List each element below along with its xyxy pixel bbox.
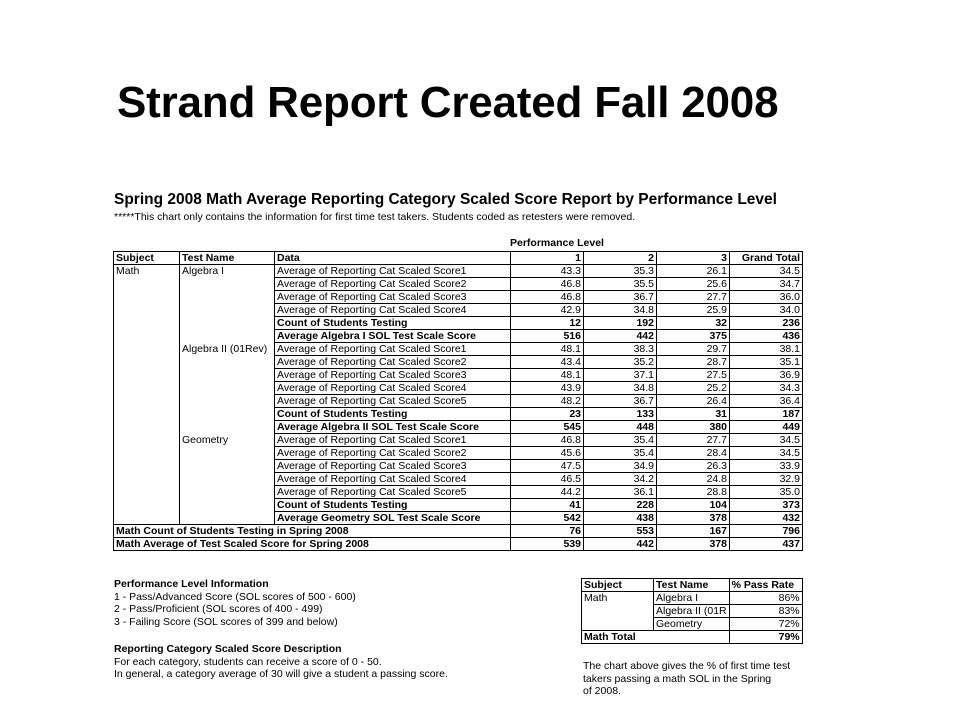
value-cell: 46.8	[511, 434, 584, 447]
value-cell: 43.9	[511, 382, 584, 395]
table-row	[114, 265, 803, 278]
value-cell: 36.1	[584, 486, 657, 499]
value-cell: 34.9	[584, 460, 657, 473]
total-label-cell: Math Total	[582, 631, 730, 644]
pass-note-line: The chart above gives the % of first time test	[583, 660, 791, 672]
value-cell: 38.1	[730, 343, 803, 356]
value-cell: 34.5	[730, 434, 803, 447]
data-label-cell: Average of Reporting Cat Scaled Score1	[275, 343, 511, 356]
data-label-cell: Average of Reporting Cat Scaled Score5	[275, 395, 511, 408]
performance-info-line: 3 - Failing Score (SOL scores of 399 and below)	[114, 615, 338, 628]
value-cell: 25.6	[657, 278, 730, 291]
value-cell: 37.1	[584, 369, 657, 382]
pass-rate-cell: 72%	[729, 618, 802, 631]
pass-rate-note	[583, 660, 790, 698]
column-header: 2	[584, 252, 657, 265]
value-cell: 76	[511, 525, 584, 538]
data-label-cell: Average of Reporting Cat Scaled Score3	[275, 291, 511, 304]
value-cell: 375	[657, 330, 730, 343]
value-cell: 36.7	[584, 291, 657, 304]
pass-table-header-row	[582, 579, 803, 592]
value-cell: 236	[730, 317, 803, 330]
value-cell: 449	[730, 421, 803, 434]
data-label-cell: Average of Reporting Cat Scaled Score1	[275, 434, 511, 447]
value-cell: 47.5	[511, 460, 584, 473]
column-header: Grand Total	[730, 252, 803, 265]
value-cell: 46.8	[511, 291, 584, 304]
value-cell: 34.5	[730, 447, 803, 460]
value-cell: 36.9	[730, 369, 803, 382]
value-cell: 35.2	[584, 356, 657, 369]
value-cell: 27.5	[657, 369, 730, 382]
value-cell: 48.1	[511, 369, 584, 382]
value-cell: 35.4	[584, 447, 657, 460]
value-cell: 48.2	[511, 395, 584, 408]
value-cell: 27.7	[657, 434, 730, 447]
value-cell: 34.0	[730, 304, 803, 317]
value-cell: 438	[584, 512, 657, 525]
test-name-cell: Algebra I	[180, 265, 275, 343]
value-cell: 545	[511, 421, 584, 434]
column-header: 1	[511, 252, 584, 265]
test-name-cell: Algebra I	[654, 592, 730, 605]
data-label-cell: Average of Reporting Cat Scaled Score5	[275, 486, 511, 499]
value-cell: 28.7	[657, 356, 730, 369]
value-cell: 43.3	[511, 265, 584, 278]
report-title: Spring 2008 Math Average Reporting Category Scaled Score Report by Performance Level	[114, 191, 777, 208]
pass-rate-cell: 86%	[729, 592, 802, 605]
value-cell: 25.9	[657, 304, 730, 317]
total-row	[114, 538, 803, 551]
pass-rate-table	[581, 578, 803, 644]
total-row	[114, 525, 803, 538]
value-cell: 28.8	[657, 486, 730, 499]
value-cell: 25.2	[657, 382, 730, 395]
value-cell: 34.2	[584, 473, 657, 486]
value-cell: 187	[730, 408, 803, 421]
column-header: Test Name	[654, 579, 730, 592]
pass-rate-cell: 83%	[729, 605, 802, 618]
value-cell: 23	[511, 408, 584, 421]
performance-info-line: 1 - Pass/Advanced Score (SOL scores of 500 - 600)	[114, 590, 356, 603]
category-info-line: In general, a category average of 30 will give a student a passing score.	[114, 668, 448, 680]
value-cell: 35.0	[730, 486, 803, 499]
value-cell: 516	[511, 330, 584, 343]
value-cell: 436	[730, 330, 803, 343]
category-info-heading: Reporting Category Scaled Score Description	[114, 643, 342, 655]
test-name-cell: Geometry	[654, 618, 730, 631]
data-label-cell: Average Algebra I SOL Test Scale Score	[275, 330, 511, 343]
value-cell: 33.9	[730, 460, 803, 473]
test-name-cell: Algebra II (01Rev)	[180, 343, 275, 434]
table-row	[114, 343, 803, 356]
value-cell: 192	[584, 317, 657, 330]
value-cell: 35.4	[584, 434, 657, 447]
value-cell: 34.5	[730, 265, 803, 278]
value-cell: 24.8	[657, 473, 730, 486]
value-cell: 45.6	[511, 447, 584, 460]
data-label-cell: Average of Reporting Cat Scaled Score2	[275, 356, 511, 369]
data-label-cell: Average of Reporting Cat Scaled Score3	[275, 369, 511, 382]
value-cell: 38.3	[584, 343, 657, 356]
value-cell: 34.3	[730, 382, 803, 395]
value-cell: 29.7	[657, 343, 730, 356]
performance-level-info	[114, 578, 356, 628]
value-cell: 26.3	[657, 460, 730, 473]
total-row	[582, 631, 803, 644]
value-cell: 32	[657, 317, 730, 330]
value-cell: 26.4	[657, 395, 730, 408]
data-label-cell: Count of Students Testing	[275, 408, 511, 421]
value-cell: 32.9	[730, 473, 803, 486]
value-cell: 442	[584, 538, 657, 551]
column-header: Data	[275, 252, 511, 265]
data-label-cell: Average of Reporting Cat Scaled Score4	[275, 473, 511, 486]
value-cell: 442	[584, 330, 657, 343]
value-cell: 48.1	[511, 343, 584, 356]
data-label-cell: Average of Reporting Cat Scaled Score3	[275, 460, 511, 473]
value-cell: 539	[511, 538, 584, 551]
value-cell: 12	[511, 317, 584, 330]
total-label-cell: Math Count of Students Testing in Spring 2008	[114, 525, 511, 538]
value-cell: 31	[657, 408, 730, 421]
subject-cell: Math	[114, 265, 180, 525]
column-header: Test Name	[180, 252, 275, 265]
value-cell: 46.8	[511, 278, 584, 291]
value-cell: 35.5	[584, 278, 657, 291]
test-name-cell: Geometry	[180, 434, 275, 525]
data-label-cell: Average of Reporting Cat Scaled Score2	[275, 447, 511, 460]
data-label-cell: Count of Students Testing	[275, 317, 511, 330]
scaled-score-table	[113, 251, 803, 551]
data-label-cell: Count of Students Testing	[275, 499, 511, 512]
value-cell: 35.1	[730, 356, 803, 369]
value-cell: 36.7	[584, 395, 657, 408]
value-cell: 796	[730, 525, 803, 538]
value-cell: 373	[730, 499, 803, 512]
value-cell: 28.4	[657, 447, 730, 460]
subject-cell: Math	[582, 592, 654, 631]
pass-note-line: of 2008.	[583, 685, 621, 697]
category-score-info	[114, 643, 448, 681]
report-note: *****This chart only contains the information for first time test takers. Students coded as retesters were removed.	[114, 211, 636, 223]
value-cell: 167	[657, 525, 730, 538]
value-cell: 542	[511, 512, 584, 525]
value-cell: 553	[584, 525, 657, 538]
data-label-cell: Average of Reporting Cat Scaled Score4	[275, 304, 511, 317]
value-cell: 34.8	[584, 304, 657, 317]
table-header-row	[114, 252, 803, 265]
value-cell: 437	[730, 538, 803, 551]
value-cell: 41	[511, 499, 584, 512]
performance-info-line: 2 - Pass/Proficient (SOL scores of 400 - 499)	[114, 603, 323, 615]
value-cell: 104	[657, 499, 730, 512]
value-cell: 43.4	[511, 356, 584, 369]
test-name-cell: Algebra II (01R	[654, 605, 730, 618]
pass-rate-cell: 79%	[729, 631, 802, 644]
value-cell: 448	[584, 421, 657, 434]
total-label-cell: Math Average of Test Scaled Score for Spring 2008	[114, 538, 511, 551]
value-cell: 34.7	[730, 278, 803, 291]
data-label-cell: Average Algebra II SOL Test Scale Score	[275, 421, 511, 434]
value-cell: 26.1	[657, 265, 730, 278]
column-header: Subject	[114, 252, 180, 265]
value-cell: 133	[584, 408, 657, 421]
table-row	[114, 434, 803, 447]
value-cell: 378	[657, 538, 730, 551]
data-label-cell: Average of Reporting Cat Scaled Score4	[275, 382, 511, 395]
value-cell: 380	[657, 421, 730, 434]
slide-title: Strand Report Created Fall 2008	[117, 78, 779, 127]
data-label-cell: Average of Reporting Cat Scaled Score1	[275, 265, 511, 278]
column-header: % Pass Rate	[729, 579, 802, 592]
performance-info-heading: Performance Level Information	[114, 578, 269, 590]
value-cell: 46.5	[511, 473, 584, 486]
value-cell: 44.2	[511, 486, 584, 499]
data-label-cell: Average Geometry SOL Test Scale Score	[275, 512, 511, 525]
data-label-cell: Average of Reporting Cat Scaled Score2	[275, 278, 511, 291]
column-header: Subject	[582, 579, 654, 592]
value-cell: 35.3	[584, 265, 657, 278]
pass-note-line: takers passing a math SOL in the Spring	[583, 672, 772, 685]
value-cell: 27.7	[657, 291, 730, 304]
category-info-line: For each category, students can receive a score of 0 - 50.	[114, 655, 382, 668]
value-cell: 432	[730, 512, 803, 525]
value-cell: 378	[657, 512, 730, 525]
value-cell: 36.0	[730, 291, 803, 304]
column-header: 3	[657, 252, 730, 265]
performance-level-label: Performance Level	[510, 237, 604, 249]
value-cell: 42.9	[511, 304, 584, 317]
value-cell: 36.4	[730, 395, 803, 408]
value-cell: 228	[584, 499, 657, 512]
value-cell: 34.8	[584, 382, 657, 395]
table-row	[582, 592, 803, 605]
